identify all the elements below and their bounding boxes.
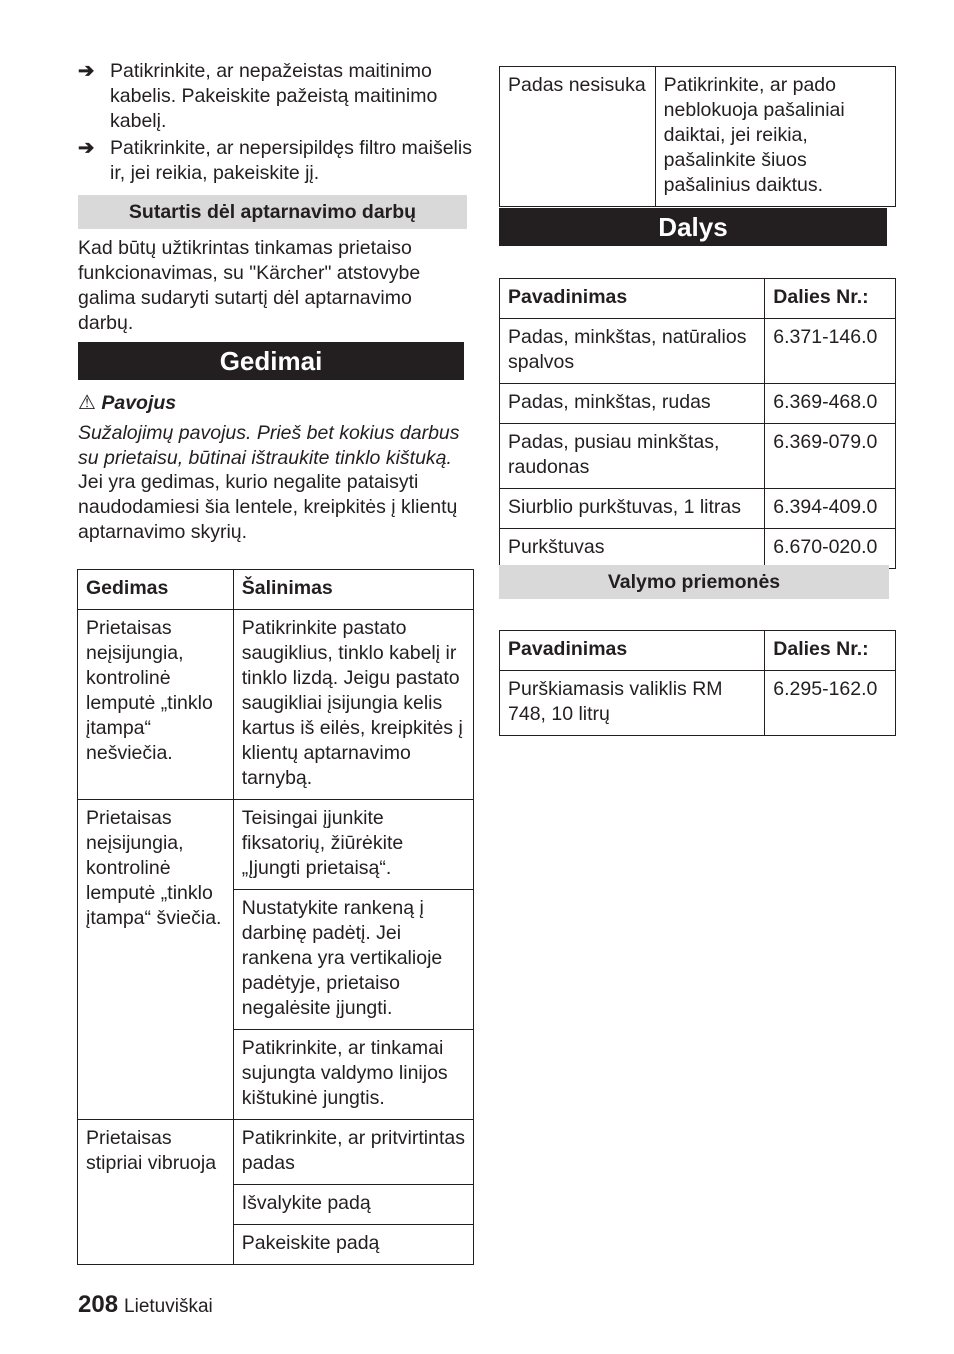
fix-cell: Teisingai įjunkite fiksatorių, žiūrėkite „Įjungti prietaisą“. xyxy=(233,800,473,890)
cleaning-number: 6.295-162.0 xyxy=(765,671,896,736)
bullet-text: Patikrinkite, ar nepažeistas maitinimo kabelis. Pakeiskite pažeistą maitinimo kabelį. xyxy=(110,60,438,132)
parts-heading: Dalys xyxy=(499,208,887,246)
part-number: 6.394-409.0 xyxy=(765,489,896,529)
danger-label: Pavojus xyxy=(101,392,177,414)
arrow-right-icon: ➔ xyxy=(78,60,95,82)
fault-cell: Prietaisas stipriai vibruoja xyxy=(78,1120,234,1265)
table-header-row xyxy=(500,279,896,319)
fault-cell: Prietaisas neįsijungia, kontrolinė lemputė „tinklo įtampa“ nešviečia. xyxy=(78,610,234,800)
arrow-right-icon: ➔ xyxy=(78,137,95,159)
table-row xyxy=(500,529,896,569)
fix-cell: Patikrinkite, ar tinkamai sujungta valdymo linijos kištukinė jungtis. xyxy=(233,1030,473,1120)
table-header-row xyxy=(500,631,896,671)
table-row xyxy=(500,384,896,424)
part-name: Padas, minkštas, natūralios spalvos xyxy=(500,319,765,384)
column-header-fault: Gedimas xyxy=(78,570,234,610)
table-row xyxy=(78,800,474,890)
column-header-name: Pavadinimas xyxy=(500,279,765,319)
parts-table xyxy=(499,278,896,569)
bullet-item xyxy=(78,59,473,134)
part-number: 6.369-468.0 xyxy=(765,384,896,424)
part-name: Siurblio purkštuvas, 1 litras xyxy=(500,489,765,529)
service-text: Kad būtų užtikrintas tinkamas prietaiso funkcionavimas, su "Kärcher" atstovybe galima sudaryti sutartį dėl aptarnavimo darbų. xyxy=(78,237,421,334)
table-row xyxy=(500,424,896,489)
column-header-name: Pavadinimas xyxy=(500,631,765,671)
bullet-item xyxy=(78,136,473,186)
warning-triangle-icon: ⚠ xyxy=(78,392,96,414)
page-footer xyxy=(78,1291,213,1319)
column-header-fix: Šalinimas xyxy=(233,570,473,610)
table-row xyxy=(500,67,896,207)
table-row xyxy=(500,489,896,529)
danger-text: Sužalojimų pavojus. Prieš bet kokius darbus su prietaisu, būtinai ištraukite tinklo kištuką. xyxy=(78,422,460,469)
column-header-part-no: Dalies Nr.: xyxy=(765,631,896,671)
table-header-row xyxy=(78,570,474,610)
fault-cell: Prietaisas neįsijungia, kontrolinė lemputė „tinklo įtampa“ šviečia. xyxy=(78,800,234,1120)
page-number: 208 xyxy=(78,1291,119,1318)
faults-intro: Jei yra gedimas, kurio negalite pataisyti naudodamiesi šia lentele, kreipkitės į klientų aptarnavimo skyrių. xyxy=(78,471,458,543)
fix-cell: Nustatykite rankeną į darbinę padėtį. Jei rankena yra vertikalioje padėtyje, prietaiso negalėsite įjungti. xyxy=(233,890,473,1030)
part-name: Purkštuvas xyxy=(500,529,765,569)
table-row xyxy=(78,610,474,800)
table-row xyxy=(78,1120,474,1185)
fix-cell: Patikrinkite, ar pritvirtintas padas xyxy=(233,1120,473,1185)
fault-cell: Padas nesisuka xyxy=(500,67,656,207)
part-number: 6.670-020.0 xyxy=(765,529,896,569)
danger-notice xyxy=(78,391,478,416)
fix-cell: Patikrinkite, ar pado neblokuoja pašaliniai daiktai, jei reikia, pašalinkite šiuos pašalinius daiktus. xyxy=(655,67,895,207)
faults-heading: Gedimai xyxy=(78,342,464,380)
fix-cell: Išvalykite padą xyxy=(233,1185,473,1225)
footer-language: Lietuviškai xyxy=(124,1296,213,1317)
cleaning-table xyxy=(499,630,896,736)
faults-table-continued xyxy=(499,66,896,207)
part-number: 6.369-079.0 xyxy=(765,424,896,489)
faults-table xyxy=(77,569,474,1265)
fix-cell: Pakeiskite padą xyxy=(233,1225,473,1265)
bullet-text: Patikrinkite, ar nepersipildęs filtro maišelis ir, jei reikia, pakeiskite jį. xyxy=(110,137,472,184)
column-header-part-no: Dalies Nr.: xyxy=(765,279,896,319)
part-name: Padas, minkštas, rudas xyxy=(500,384,765,424)
cleaning-heading: Valymo priemonės xyxy=(499,565,889,599)
part-number: 6.371-146.0 xyxy=(765,319,896,384)
service-heading: Sutartis dėl aptarnavimo darbų xyxy=(78,195,467,229)
part-name: Padas, pusiau minkštas, raudonas xyxy=(500,424,765,489)
fix-cell: Patikrinkite pastato saugiklius, tinklo kabelį ir tinklo lizdą. Jeigu pastato saugikliai įsijungia kelis kartus iš eilės, kreipkitės į klientų aptarnavimo tarnybą. xyxy=(233,610,473,800)
cleaning-name: Purškiamasis valiklis RM 748, 10 litrų xyxy=(500,671,765,736)
table-row xyxy=(500,671,896,736)
table-row xyxy=(500,319,896,384)
